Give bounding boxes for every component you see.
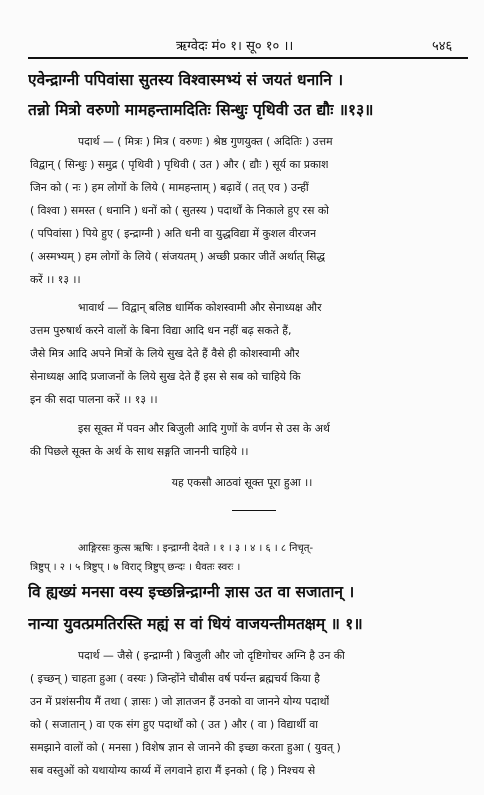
verse-13-line-2: तन्नो मित्रो वरुणो मामहन्तामदितिः सिन्धुः पृथिवी उत द्यौः ॥१३॥ <box>28 100 374 119</box>
verse-1-line-2: नान्या युवत्प्रमतिरस्ति मह्यं स वां धियं वाजयन्तीमतक्षम् ॥ १॥ <box>28 614 363 633</box>
padartha-line: विद्वान् ( सिन्धुः ) समुद्र ( पृथिवी ) पृथिवी ( उत ) और ( द्यौः ) सूर्य का प्रकाश <box>30 158 329 171</box>
padartha-line: पदार्थ — ( मित्रः ) मित्र ( वरुणः ) श्रेष्ठ गुणयुक्त ( अदितिः ) उत्तम <box>78 135 333 148</box>
padartha-line: उन में प्रशंसनीय मैं तथा ( ज्ञासः ) जो ज्ञातजन हैं उनको वा जानने योग्य पदार्थों <box>30 695 330 708</box>
padartha-line: सब वस्तुओं को यथायोग्य कार्य्य में लगवाने हारा मैं इनको ( हि ) निश्चय से <box>30 764 316 777</box>
summary-line: इस सूक्त में पवन और बिजुली आदि गुणों के वर्णन से उस के अर्थ <box>78 422 330 435</box>
padartha-line: पदार्थ — जैसे ( इन्द्राग्नी ) बिजुली और जो दृष्टिगोचर अग्नि है उन की <box>78 649 345 662</box>
verse-1-line-1: वि ह्यख्यं मनसा वस्य इच्छन्निन्द्राग्नी ज्ञास उत वा सजातान् । <box>28 582 355 601</box>
summary-line: की पिछले सूक्त के अर्थ के साथ सङ्गति जाननी चाहिये ।। <box>30 445 249 458</box>
sukta-end-note: यह एकसौ आठवां सूक्त पूरा हुआ ।। <box>171 476 313 489</box>
section-divider <box>232 510 276 511</box>
bhavartha-line: भावार्थ — विद्वान् बलिष्ठ धार्मिक कोशस्वामी और सेनाध्यक्ष और <box>78 301 322 314</box>
bhavartha-line: उत्तम पुरुषार्थ करने वालों के बिना विद्या आदि धन नहीं बढ़ सकते हैं, <box>30 324 292 337</box>
padartha-line: समझाने वालों को ( मनसा ) विशेष ज्ञान से जानने की इच्छा करता हुआ ( युवत् ) <box>30 741 341 754</box>
bhavartha-line: इन की सदा पालना करें ।। १३ ।। <box>30 393 158 406</box>
padartha-line: जिन को ( नः ) हम लोगों के लिये ( मामहन्ताम् ) बढ़ावें ( तत् एव ) उन्हीं <box>30 181 309 194</box>
page-number: ५४६ <box>432 39 453 54</box>
rishi-devata-line: आङ्गिरसः कुत्स ऋषिः । इन्द्राग्नी देवते । १ । ३ । ४ । ६ । ८ निचृत्- <box>78 543 314 554</box>
verse-13-line-1: एवेन्द्राग्नी पपिवांसा सुतस्य विश्वास्मभ्यं सं जयतं धनानि । <box>28 70 344 89</box>
running-header-title: ऋग्वेदः मं० १। सू० १० ।। <box>176 39 294 54</box>
chhanda-svara-line: त्रिष्टुप् । २ । ५ त्रिष्टुप् । ७ विराट् त्रिष्टुप् छन्दः । धैवतः स्वरः । <box>30 562 241 573</box>
padartha-line: ( पपिवांसा ) पिये हुए ( इन्द्राग्नी ) अति धनी वा युद्धविद्या में कुशल वीरजन <box>30 227 317 240</box>
padartha-line: ( विश्वा ) समस्त ( धनानि ) धनों को ( सुतस्य ) पदार्थों के निकाले हुए रस को <box>30 204 329 217</box>
padartha-line: करें ।। १३ ।। <box>30 273 81 286</box>
bhavartha-line: सेनाध्यक्ष आदि प्रजाजनों के लिये सुख देते हैं इस से सब को चाहिये कि <box>30 370 301 383</box>
header-rule <box>28 57 468 59</box>
padartha-line: ( अस्मभ्यम् ) हम लोगों के लिये ( संजयतम् ) अच्छी प्रकार जीतें अर्थात् सिद्ध <box>30 250 326 263</box>
bhavartha-line: जैसे मित्र आदि अपने मित्रों के लिये सुख देते हैं वैसे ही कोशस्वामी और <box>30 347 300 360</box>
padartha-line: को ( सजातान् ) वा एक संग हुए पदार्थों को ( उत ) और ( वा ) विद्यार्थी वा <box>30 718 318 731</box>
padartha-line: ( इच्छन् ) चाहता हुआ ( वस्यः ) जिन्होंने चौबीस वर्ष पर्यन्त ब्रह्मचर्य किया है <box>30 672 320 685</box>
